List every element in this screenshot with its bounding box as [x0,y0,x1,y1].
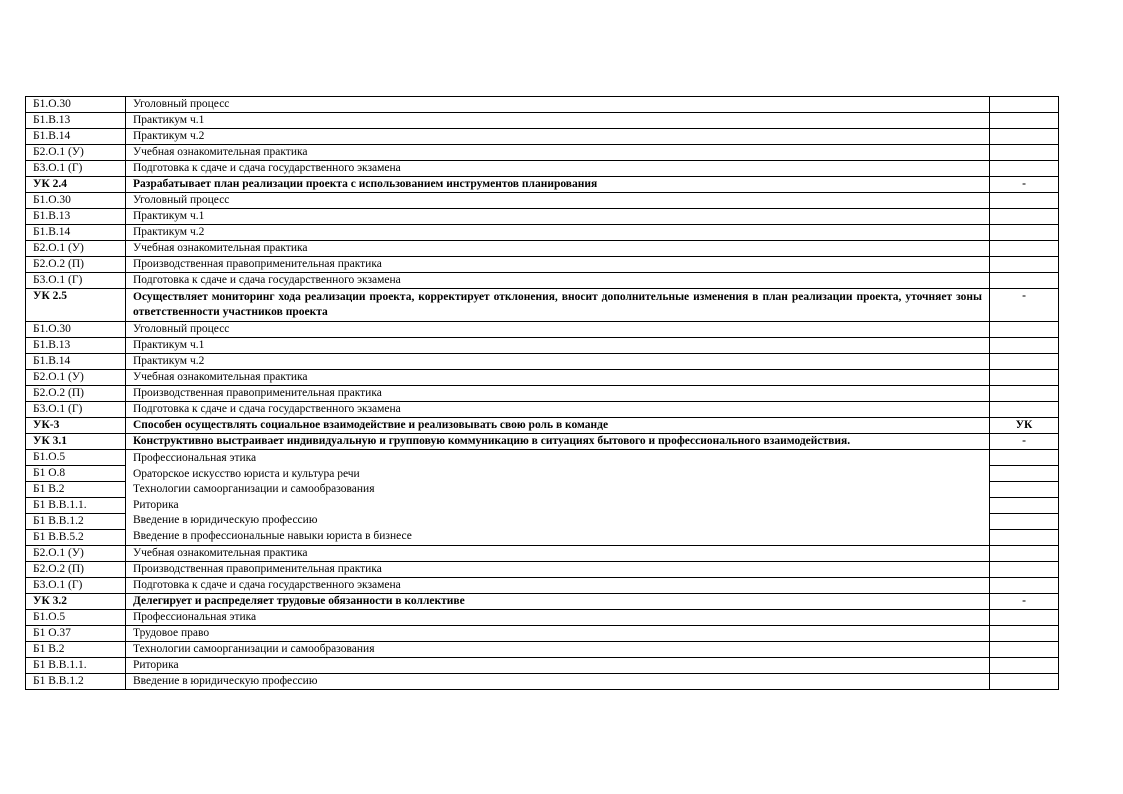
discipline-name-cell: Подготовка к сдаче и сдача государственного экзамена [126,161,990,177]
discipline-code-cell: Б2.О.2 (П) [26,257,126,273]
discipline-name-cell: Учебная ознакомительная практика [126,546,990,562]
mark-cell [990,578,1059,594]
discipline-name-cell: Производственная правоприменительная практика [126,257,990,273]
mark-cell [990,658,1059,674]
discipline-name-cell: Практикум ч.2 [126,225,990,241]
table-row [26,370,1059,386]
mark-cell [990,354,1059,370]
discipline-code-cell: Б1.В.13 [26,338,126,354]
discipline-name-line: Технологии самоорганизации и самообразования [133,483,375,495]
discipline-code-cell: Б1 В.В.5.2 [26,530,126,546]
discipline-code-cell: УК 2.5 [26,289,126,322]
mark-cell: - [990,177,1059,193]
discipline-code-cell: Б1 В.2 [26,482,126,498]
discipline-code-cell: Б1 О.8 [26,466,126,482]
mark-cell [990,145,1059,161]
discipline-name-line: Введение в юридическую профессию [133,514,318,526]
mark-cell [990,450,1059,466]
discipline-name-line: Ораторское искусство юриста и культура речи [133,467,360,480]
discipline-code-cell: Б1.О.5 [26,450,126,466]
mark-cell [990,466,1059,482]
mark-cell [990,370,1059,386]
table-row [26,546,1059,562]
mark-cell [990,257,1059,273]
mark-cell [990,626,1059,642]
table-row [26,209,1059,225]
mark-cell [990,193,1059,209]
table-row [26,225,1059,241]
discipline-code-cell: Б2.О.2 (П) [26,386,126,402]
discipline-code-cell: Б3.О.1 (Г) [26,161,126,177]
competency-heading-row [26,594,1059,610]
mark-cell [990,209,1059,225]
table-row [26,402,1059,418]
discipline-code-cell: УК 3.2 [26,594,126,610]
discipline-code-cell: Б3.О.1 (Г) [26,578,126,594]
mark-cell [990,562,1059,578]
mark-cell [990,225,1059,241]
discipline-code-cell: Б3.О.1 (Г) [26,402,126,418]
mark-cell: - [990,434,1059,450]
table-row [26,145,1059,161]
table-row [26,674,1059,690]
discipline-name-cell: Технологии самоорганизации и самообразования [126,642,990,658]
discipline-code-cell: Б1.В.13 [26,113,126,129]
mark-cell [990,338,1059,354]
discipline-code-cell: Б1 В.В.1.2 [26,514,126,530]
discipline-name-cell: Учебная ознакомительная практика [126,145,990,161]
discipline-code-cell: Б1 В.2 [26,642,126,658]
discipline-code-cell: Б1.О.30 [26,322,126,338]
mark-cell: УК [990,418,1059,434]
mark-cell [990,273,1059,289]
table-row [26,610,1059,626]
mark-cell: - [990,289,1059,322]
table-row [26,129,1059,145]
discipline-name-cell: Способен осуществлять социальное взаимодействие и реализовывать свою роль в команде [126,418,990,434]
discipline-name-cell: Подготовка к сдаче и сдача государственного экзамена [126,273,990,289]
discipline-code-cell: Б1.В.14 [26,225,126,241]
mark-cell [990,546,1059,562]
discipline-name-line: Введение в профессиональные навыки юриста в бизнесе [133,529,412,542]
discipline-code-cell: Б1.В.13 [26,209,126,225]
mark-cell [990,113,1059,129]
discipline-code-cell: Б1 В.В.1.1. [26,498,126,514]
mark-cell [990,674,1059,690]
discipline-name-cell: Уголовный процесс [126,322,990,338]
discipline-name-cell: Уголовный процесс [126,193,990,209]
discipline-code-cell: Б1.О.30 [26,97,126,113]
discipline-code-cell: УК 3.1 [26,434,126,450]
discipline-name-cell: Производственная правоприменительная практика [126,562,990,578]
competency-heading-row [26,418,1059,434]
competency-table [25,96,1059,690]
merged-discipline-names-cell [126,450,990,546]
mark-cell [990,498,1059,514]
mark-cell [990,322,1059,338]
discipline-code-cell: Б1.О.5 [26,610,126,626]
table-row [26,338,1059,354]
discipline-name-cell: Практикум ч.2 [126,129,990,145]
discipline-name-cell: Производственная правоприменительная практика [126,386,990,402]
discipline-name-cell: Практикум ч.1 [126,338,990,354]
table-row [26,578,1059,594]
discipline-name-cell: Разрабатывает план реализации проекта с использованием инструментов планирования [126,177,990,193]
discipline-name-cell: Делегирует и распределяет трудовые обязанности в коллективе [126,594,990,610]
table-row [26,450,1059,466]
table-row [26,642,1059,658]
discipline-name-cell: Учебная ознакомительная практика [126,241,990,257]
table-row [26,354,1059,370]
discipline-name-cell: Подготовка к сдаче и сдача государственного экзамена [126,402,990,418]
table-row [26,161,1059,177]
discipline-code-cell: УК 2.4 [26,177,126,193]
competency-table-body [26,97,1059,690]
discipline-name-cell: Подготовка к сдаче и сдача государственного экзамена [126,578,990,594]
discipline-code-cell: Б1.В.14 [26,129,126,145]
mark-cell [990,386,1059,402]
discipline-code-cell: Б2.О.1 (У) [26,145,126,161]
discipline-name-line: Профессиональная этика [133,452,257,464]
discipline-code-cell: Б1.О.30 [26,193,126,209]
table-row [26,562,1059,578]
table-row [26,322,1059,338]
mark-cell: - [990,594,1059,610]
mark-cell [990,241,1059,257]
mark-cell [990,514,1059,530]
mark-cell [990,482,1059,498]
table-row [26,193,1059,209]
discipline-code-cell: Б2.О.1 (У) [26,546,126,562]
discipline-code-cell: Б1 О.37 [26,626,126,642]
discipline-code-cell: Б2.О.1 (У) [26,241,126,257]
table-row [26,273,1059,289]
discipline-code-cell: УК-3 [26,418,126,434]
discipline-code-cell: Б3.О.1 (Г) [26,273,126,289]
mark-cell [990,530,1059,546]
discipline-name-cell: Практикум ч.2 [126,354,990,370]
discipline-name-cell: Практикум ч.1 [126,113,990,129]
table-row [26,386,1059,402]
discipline-name-cell: Осуществляет мониторинг хода реализации проекта, корректирует отклонения, вносит дополнительные изменения в план реализации проекта, уточняет зоны ответственности участников проекта [126,289,990,322]
discipline-name-cell: Риторика [126,658,990,674]
discipline-code-cell: Б1 В.В.1.2 [26,674,126,690]
competency-heading-row [26,289,1059,322]
table-row [26,626,1059,642]
mark-cell [990,97,1059,113]
discipline-code-cell: Б1 В.В.1.1. [26,658,126,674]
discipline-name-cell: Трудовое право [126,626,990,642]
mark-cell [990,642,1059,658]
competency-heading-row [26,177,1059,193]
table-row [26,97,1059,113]
mark-cell [990,610,1059,626]
table-row [26,113,1059,129]
mark-cell [990,129,1059,145]
discipline-name-cell: Конструктивно выстраивает индивидуальную и групповую коммуникацию в ситуациях бытового и профессионального взаимодействия. [126,434,990,450]
competency-heading-row [26,434,1059,450]
discipline-name-cell: Практикум ч.1 [126,209,990,225]
discipline-name-cell: Введение в юридическую профессию [126,674,990,690]
discipline-name-line: Риторика [133,498,179,511]
discipline-code-cell: Б2.О.1 (У) [26,370,126,386]
discipline-code-cell: Б2.О.2 (П) [26,562,126,578]
table-row [26,257,1059,273]
discipline-name-cell: Учебная ознакомительная практика [126,370,990,386]
discipline-name-cell: Профессиональная этика [126,610,990,626]
table-row [26,241,1059,257]
discipline-code-cell: Б1.В.14 [26,354,126,370]
discipline-name-cell: Уголовный процесс [126,97,990,113]
table-row [26,658,1059,674]
mark-cell [990,402,1059,418]
mark-cell [990,161,1059,177]
